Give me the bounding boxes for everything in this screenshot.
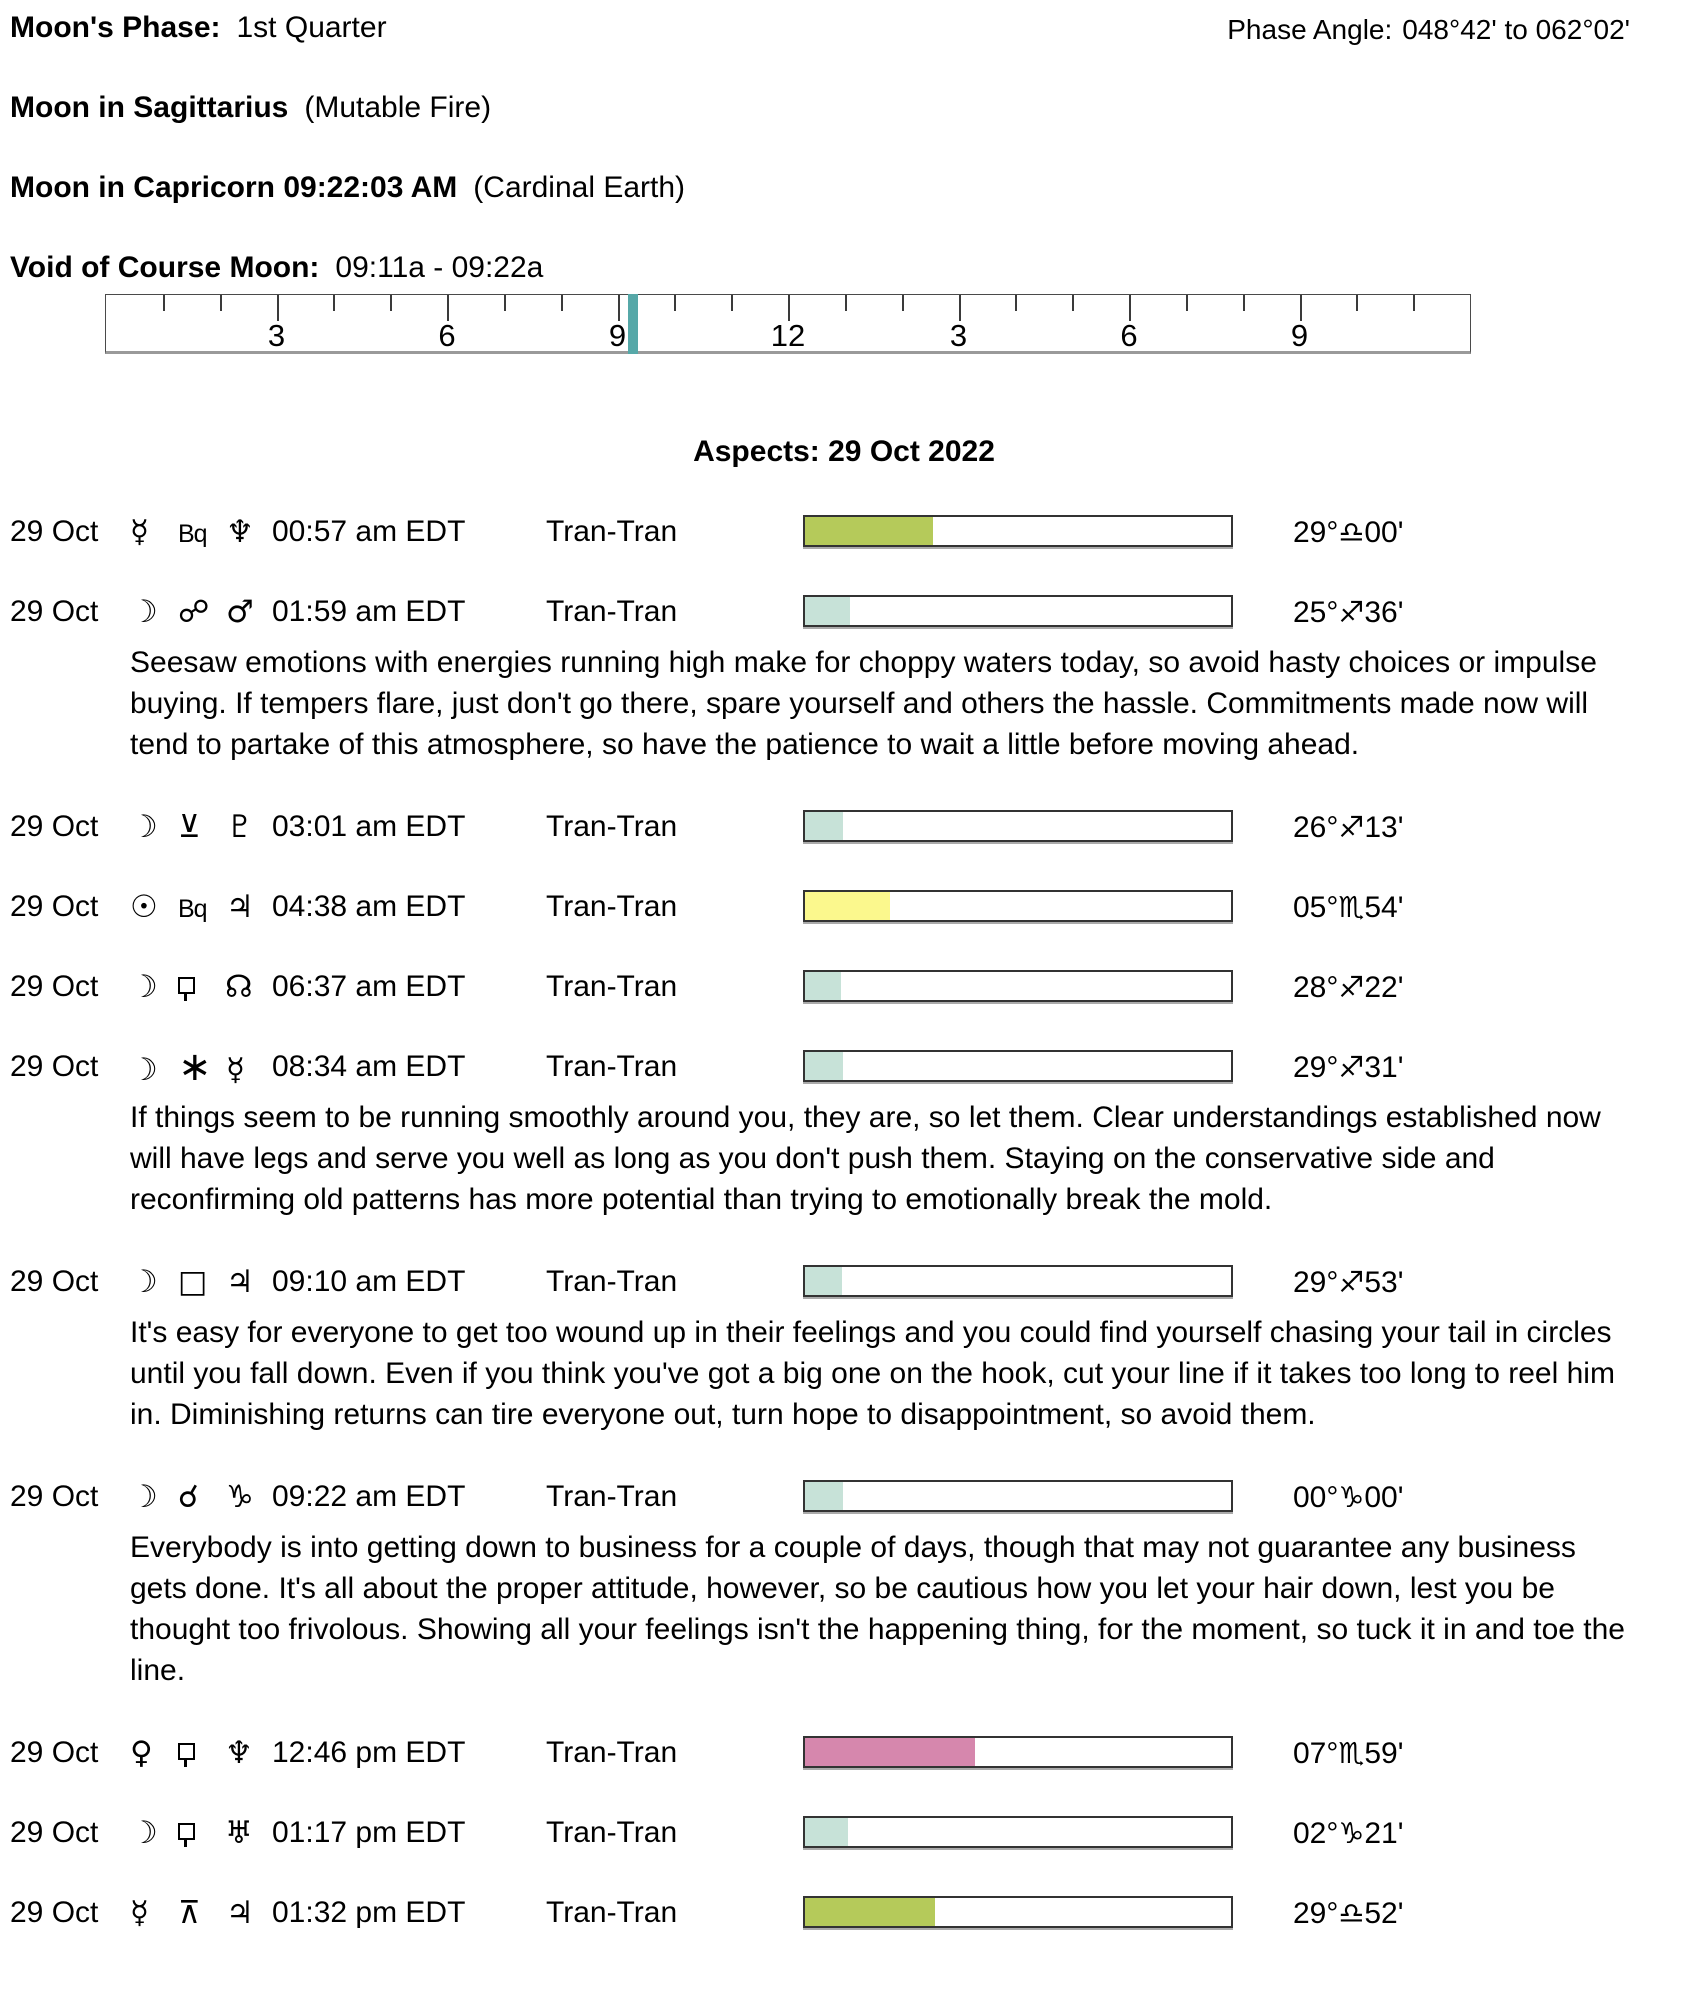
zodiac-sign-icon: ♑ [1338, 1480, 1365, 1514]
hour-tick [845, 295, 847, 311]
orb-progress-fill [805, 892, 890, 920]
orb-progress-fill [805, 1267, 842, 1295]
aspect-date: 29 Oct [10, 1265, 99, 1298]
orb-progress-fill [805, 597, 850, 625]
moon-icon: ☽ [130, 1264, 158, 1300]
aspect-row-line [0, 1044, 1688, 1090]
mercury-icon: ☿ [226, 1052, 246, 1088]
neptune-icon: ♆ [226, 514, 254, 550]
position-minutes: 59' [1364, 1737, 1404, 1770]
aspect-row-line [0, 809, 1688, 845]
voc-ruler [105, 294, 1471, 354]
neptune-icon: ♆ [225, 1735, 253, 1771]
conjunction-icon: ☌ [178, 1479, 199, 1515]
orb-progress-bar [803, 1480, 1233, 1512]
orb-progress-bar [803, 810, 1233, 842]
moon-sign-2-quality: (Cardinal Earth) [473, 171, 686, 204]
position-minutes: 52' [1364, 1897, 1404, 1930]
aspect-type: Tran-Tran [546, 1480, 678, 1513]
aspect-symbols [130, 1044, 274, 1090]
position-degrees: 26° [1293, 811, 1339, 844]
square-icon: □ [178, 1264, 208, 1300]
zodiac-sign-icon: ♐ [1338, 1265, 1365, 1299]
orb-progress-bar [803, 890, 1233, 922]
aspect-row [0, 1735, 1688, 1771]
aspect-date: 29 Oct [10, 810, 99, 843]
aspect-type: Tran-Tran [546, 1050, 678, 1083]
biquintile-icon: Bq [178, 520, 207, 548]
aspect-time: 03:01 am EDT [272, 810, 466, 843]
venus-icon: ♀ [130, 1735, 153, 1771]
aspect-date: 29 Oct [10, 890, 99, 923]
aspect-row-line [0, 889, 1688, 925]
aspect-row [0, 1815, 1688, 1851]
hour-label: 3 [949, 318, 968, 353]
hour-tick [333, 295, 335, 311]
position-degrees: 25° [1293, 596, 1339, 629]
hour-label: 9 [608, 318, 627, 353]
aspect-date: 29 Oct [10, 1736, 99, 1769]
position-degrees: 29° [1293, 1897, 1339, 1930]
zodiac-sign-icon: ♑ [1338, 1816, 1365, 1850]
aspect-symbols [130, 594, 274, 631]
position-minutes: 21' [1364, 1817, 1404, 1850]
orb-progress-bar [803, 1896, 1233, 1928]
orb-progress-fill [805, 1818, 848, 1846]
aspect-time: 09:22 am EDT [272, 1480, 466, 1513]
orb-progress-fill [805, 1898, 935, 1926]
moon-icon: ☽ [130, 1479, 158, 1515]
position-minutes: 31' [1364, 1051, 1404, 1084]
aspect-position [1293, 889, 1403, 926]
pluto-icon: ♇ [226, 809, 254, 845]
hour-tick [902, 295, 904, 311]
aspect-description: If things seem to be running smoothly around you, they are, so let them. Clear understandings established now will have legs and serve you well as long as you don't push them. Staying on the conservative side and reconfirming old patterns has more potential than trying to emotionally break the mold. [130, 1101, 1601, 1216]
position-degrees: 02° [1293, 1817, 1339, 1850]
aspect-position [1293, 1479, 1403, 1516]
aspect-date: 29 Oct [10, 1480, 99, 1513]
hour-tick [163, 295, 165, 311]
mars-icon: ♂ [226, 594, 254, 630]
north-node-icon: ☊ [225, 969, 253, 1005]
hour-label: 6 [438, 318, 456, 353]
position-degrees: 29° [1293, 1051, 1339, 1084]
aspect-row [0, 1479, 1688, 1691]
orb-progress-fill [805, 1482, 843, 1510]
aspects-title: Aspects: 29 Oct 2022 [693, 435, 995, 468]
aspect-type: Tran-Tran [546, 1896, 678, 1929]
aspect-row-line [0, 1815, 1688, 1851]
hour-tick [731, 295, 733, 311]
moon-icon: ☽ [130, 1052, 158, 1088]
hour-tick [504, 295, 506, 311]
orb-progress-bar [803, 1050, 1233, 1082]
hour-label: 6 [1120, 318, 1138, 353]
zodiac-sign-icon: ♎ [1338, 515, 1365, 549]
hour-tick [1413, 295, 1415, 311]
moon-icon: ☽ [130, 594, 158, 630]
sun-icon: ☉ [130, 889, 158, 925]
aspect-row [0, 969, 1688, 1005]
aspect-description: Everybody is into getting down to business for a couple of days, though that may not guarantee any business gets done. It's all about the proper attitude, however, so be cautious how you let your hair down, lest you be thought too frivolous. Showing all your feelings isn't the happening thing, for the moment, so tuck it in and toe the line. [130, 1531, 1625, 1687]
aspect-position [1293, 1049, 1403, 1086]
hour-tick [1072, 295, 1074, 311]
aspect-time: 01:17 pm EDT [272, 1816, 466, 1849]
position-minutes: 00' [1364, 516, 1404, 549]
moon-sign-1-title: Moon in Sagittarius [10, 91, 289, 124]
position-degrees: 00° [1293, 1481, 1339, 1514]
aspect-date: 29 Oct [10, 595, 99, 628]
aspect-position [1293, 1735, 1403, 1772]
sesquiquadrate-icon [178, 977, 195, 994]
aspect-symbols [130, 969, 273, 1006]
aspect-type: Tran-Tran [546, 595, 678, 628]
void-of-course-value: 09:11a - 09:22a [335, 251, 544, 284]
orb-progress-bar [803, 595, 1233, 627]
aspect-date: 29 Oct [10, 970, 99, 1003]
orb-progress-bar [803, 1736, 1233, 1768]
aspect-type: Tran-Tran [546, 515, 678, 548]
zodiac-sign-icon: ♐ [1338, 970, 1365, 1004]
aspect-date: 29 Oct [10, 1050, 99, 1083]
aspect-type: Tran-Tran [546, 1736, 678, 1769]
aspect-row [0, 594, 1688, 765]
aspect-position [1293, 594, 1403, 631]
semisextile-icon: ⊻ [178, 809, 201, 845]
jupiter-icon: ♃ [226, 1264, 254, 1300]
moons-phase-label: Moon's Phase: [10, 11, 221, 44]
hour-tick [1186, 295, 1188, 311]
orb-progress-fill [805, 517, 933, 545]
position-minutes: 22' [1364, 971, 1404, 1004]
aspect-position [1293, 809, 1403, 846]
zodiac-sign-icon: ♐ [1338, 1050, 1365, 1084]
aspect-row [0, 1895, 1688, 1931]
capricorn-sign-icon: ♑ [226, 1479, 254, 1515]
void-of-course-label: Void of Course Moon: [10, 251, 320, 284]
aspect-time: 08:34 am EDT [272, 1050, 466, 1083]
orb-progress-fill [805, 972, 841, 1000]
aspect-type: Tran-Tran [546, 810, 678, 843]
aspect-row [0, 1264, 1688, 1435]
aspect-time: 09:10 am EDT [272, 1265, 466, 1298]
moon-sign-line-1 [10, 90, 1688, 126]
void-of-course-line [10, 250, 1688, 286]
aspect-time: 00:57 am EDT [272, 515, 466, 548]
sesquiquadrate-icon [178, 1743, 195, 1760]
aspect-description: Seesaw emotions with energies running high make for choppy waters today, so avoid hasty choices or impulse buying. If tempers flare, just don't go there, spare yourself and others the hassle. Commitments made now will tend to partake of this atmosphere, so have the patience to wait a little before moving ahead. [130, 646, 1597, 761]
phase-angle [1227, 14, 1630, 46]
quincunx-icon: ⊼ [178, 1895, 201, 1931]
aspect-position [1293, 1895, 1403, 1932]
aspect-row-line [0, 594, 1688, 630]
aspect-type: Tran-Tran [546, 1265, 678, 1298]
jupiter-icon: ♃ [226, 1895, 254, 1931]
hour-tick [561, 295, 563, 311]
phase-angle-value: 048°42' to 062°02' [1402, 14, 1630, 45]
aspect-date: 29 Oct [10, 515, 99, 548]
aspect-position [1293, 514, 1403, 551]
phase-angle-label: Phase Angle: [1227, 14, 1393, 45]
aspect-type: Tran-Tran [546, 970, 678, 1003]
orb-progress-bar [803, 1816, 1233, 1848]
position-minutes: 36' [1364, 596, 1404, 629]
aspect-time: 04:38 am EDT [272, 890, 466, 923]
aspect-symbols [130, 809, 274, 846]
moon-icon: ☽ [130, 809, 158, 845]
aspect-row-line [0, 514, 1688, 550]
hour-tick [1356, 295, 1358, 311]
moon-sign-2-title: Moon in Capricorn 09:22:03 AM [10, 171, 458, 204]
aspect-time: 12:46 pm EDT [272, 1736, 466, 1769]
biquintile-icon: Bq [178, 895, 207, 923]
aspect-row [0, 514, 1688, 550]
position-degrees: 07° [1293, 1737, 1339, 1770]
zodiac-sign-icon: ♎ [1338, 1896, 1365, 1930]
aspect-type: Tran-Tran [546, 1816, 678, 1849]
aspect-row-line [0, 1264, 1688, 1300]
moon-sign-1-quality: (Mutable Fire) [304, 91, 492, 124]
orb-progress-fill [805, 1738, 975, 1766]
position-minutes: 00' [1364, 1481, 1404, 1514]
zodiac-sign-icon: ♏ [1338, 1736, 1365, 1770]
aspect-date: 29 Oct [10, 1896, 99, 1929]
voc-period-marker [628, 294, 638, 354]
orb-progress-fill [805, 812, 843, 840]
aspect-symbols [130, 1479, 274, 1516]
aspect-description: It's easy for everyone to get too wound up in their feelings and you could find yourself chasing your tail in circles until you fall down. Even if you think you've got a big one on the hook, cut your line if it takes too long to reel him in. Diminishing returns can tire everyone out, turn hope to disappointment, so avoid them. [130, 1316, 1615, 1431]
orb-progress-bar [803, 970, 1233, 1002]
aspect-row [0, 1044, 1688, 1220]
jupiter-icon: ♃ [226, 889, 254, 925]
position-degrees: 29° [1293, 516, 1339, 549]
aspect-symbols [130, 889, 274, 927]
aspect-row-line [0, 1479, 1688, 1515]
hour-tick [390, 295, 392, 311]
orb-progress-fill [805, 1052, 843, 1080]
aspect-time: 01:32 pm EDT [272, 1896, 466, 1929]
aspect-position [1293, 969, 1403, 1006]
hour-tick [674, 295, 676, 311]
hour-label: 3 [267, 318, 286, 353]
hour-label: 9 [1290, 318, 1309, 353]
aspect-row-line [0, 969, 1688, 1005]
hour-tick [220, 295, 222, 311]
aspect-row-line [0, 1895, 1688, 1931]
aspects-list [0, 514, 1688, 1931]
moon-icon: ☽ [130, 1815, 158, 1851]
moon-icon: ☽ [130, 969, 158, 1005]
orb-progress-bar [803, 515, 1233, 547]
sesquiquadrate-icon [178, 1823, 195, 1840]
moons-phase-value: 1st Quarter [236, 11, 387, 44]
position-degrees: 05° [1293, 891, 1339, 924]
aspect-time: 06:37 am EDT [272, 970, 466, 1003]
hour-tick [1015, 295, 1017, 311]
position-minutes: 54' [1364, 891, 1404, 924]
zodiac-sign-icon: ♏ [1338, 890, 1365, 924]
mercury-icon: ☿ [130, 514, 150, 550]
position-degrees: 28° [1293, 971, 1339, 1004]
mercury-icon: ☿ [130, 1895, 150, 1931]
aspect-time: 01:59 am EDT [272, 595, 466, 628]
aspect-symbols [130, 1735, 273, 1772]
uranus-icon: ♅ [225, 1815, 253, 1851]
aspect-symbols [130, 1264, 274, 1301]
sextile-icon: ∗ [178, 1044, 212, 1090]
moon-sign-line-2 [10, 170, 1688, 206]
aspect-position [1293, 1264, 1403, 1301]
aspect-date: 29 Oct [10, 1816, 99, 1849]
opposition-icon: ☍ [178, 594, 210, 630]
hour-label: 12 [770, 318, 806, 353]
aspect-row-line [0, 1735, 1688, 1771]
aspect-symbols [130, 1895, 274, 1932]
aspect-row [0, 889, 1688, 925]
hour-tick [1243, 295, 1245, 311]
position-minutes: 53' [1364, 1266, 1404, 1299]
aspect-type: Tran-Tran [546, 890, 678, 923]
aspect-row [0, 809, 1688, 845]
orb-progress-bar [803, 1265, 1233, 1297]
zodiac-sign-icon: ♐ [1338, 595, 1365, 629]
aspect-symbols [130, 1815, 273, 1852]
aspect-symbols [130, 514, 274, 552]
position-minutes: 13' [1364, 811, 1404, 844]
aspect-position [1293, 1815, 1403, 1852]
zodiac-sign-icon: ♐ [1338, 810, 1365, 844]
position-degrees: 29° [1293, 1266, 1339, 1299]
